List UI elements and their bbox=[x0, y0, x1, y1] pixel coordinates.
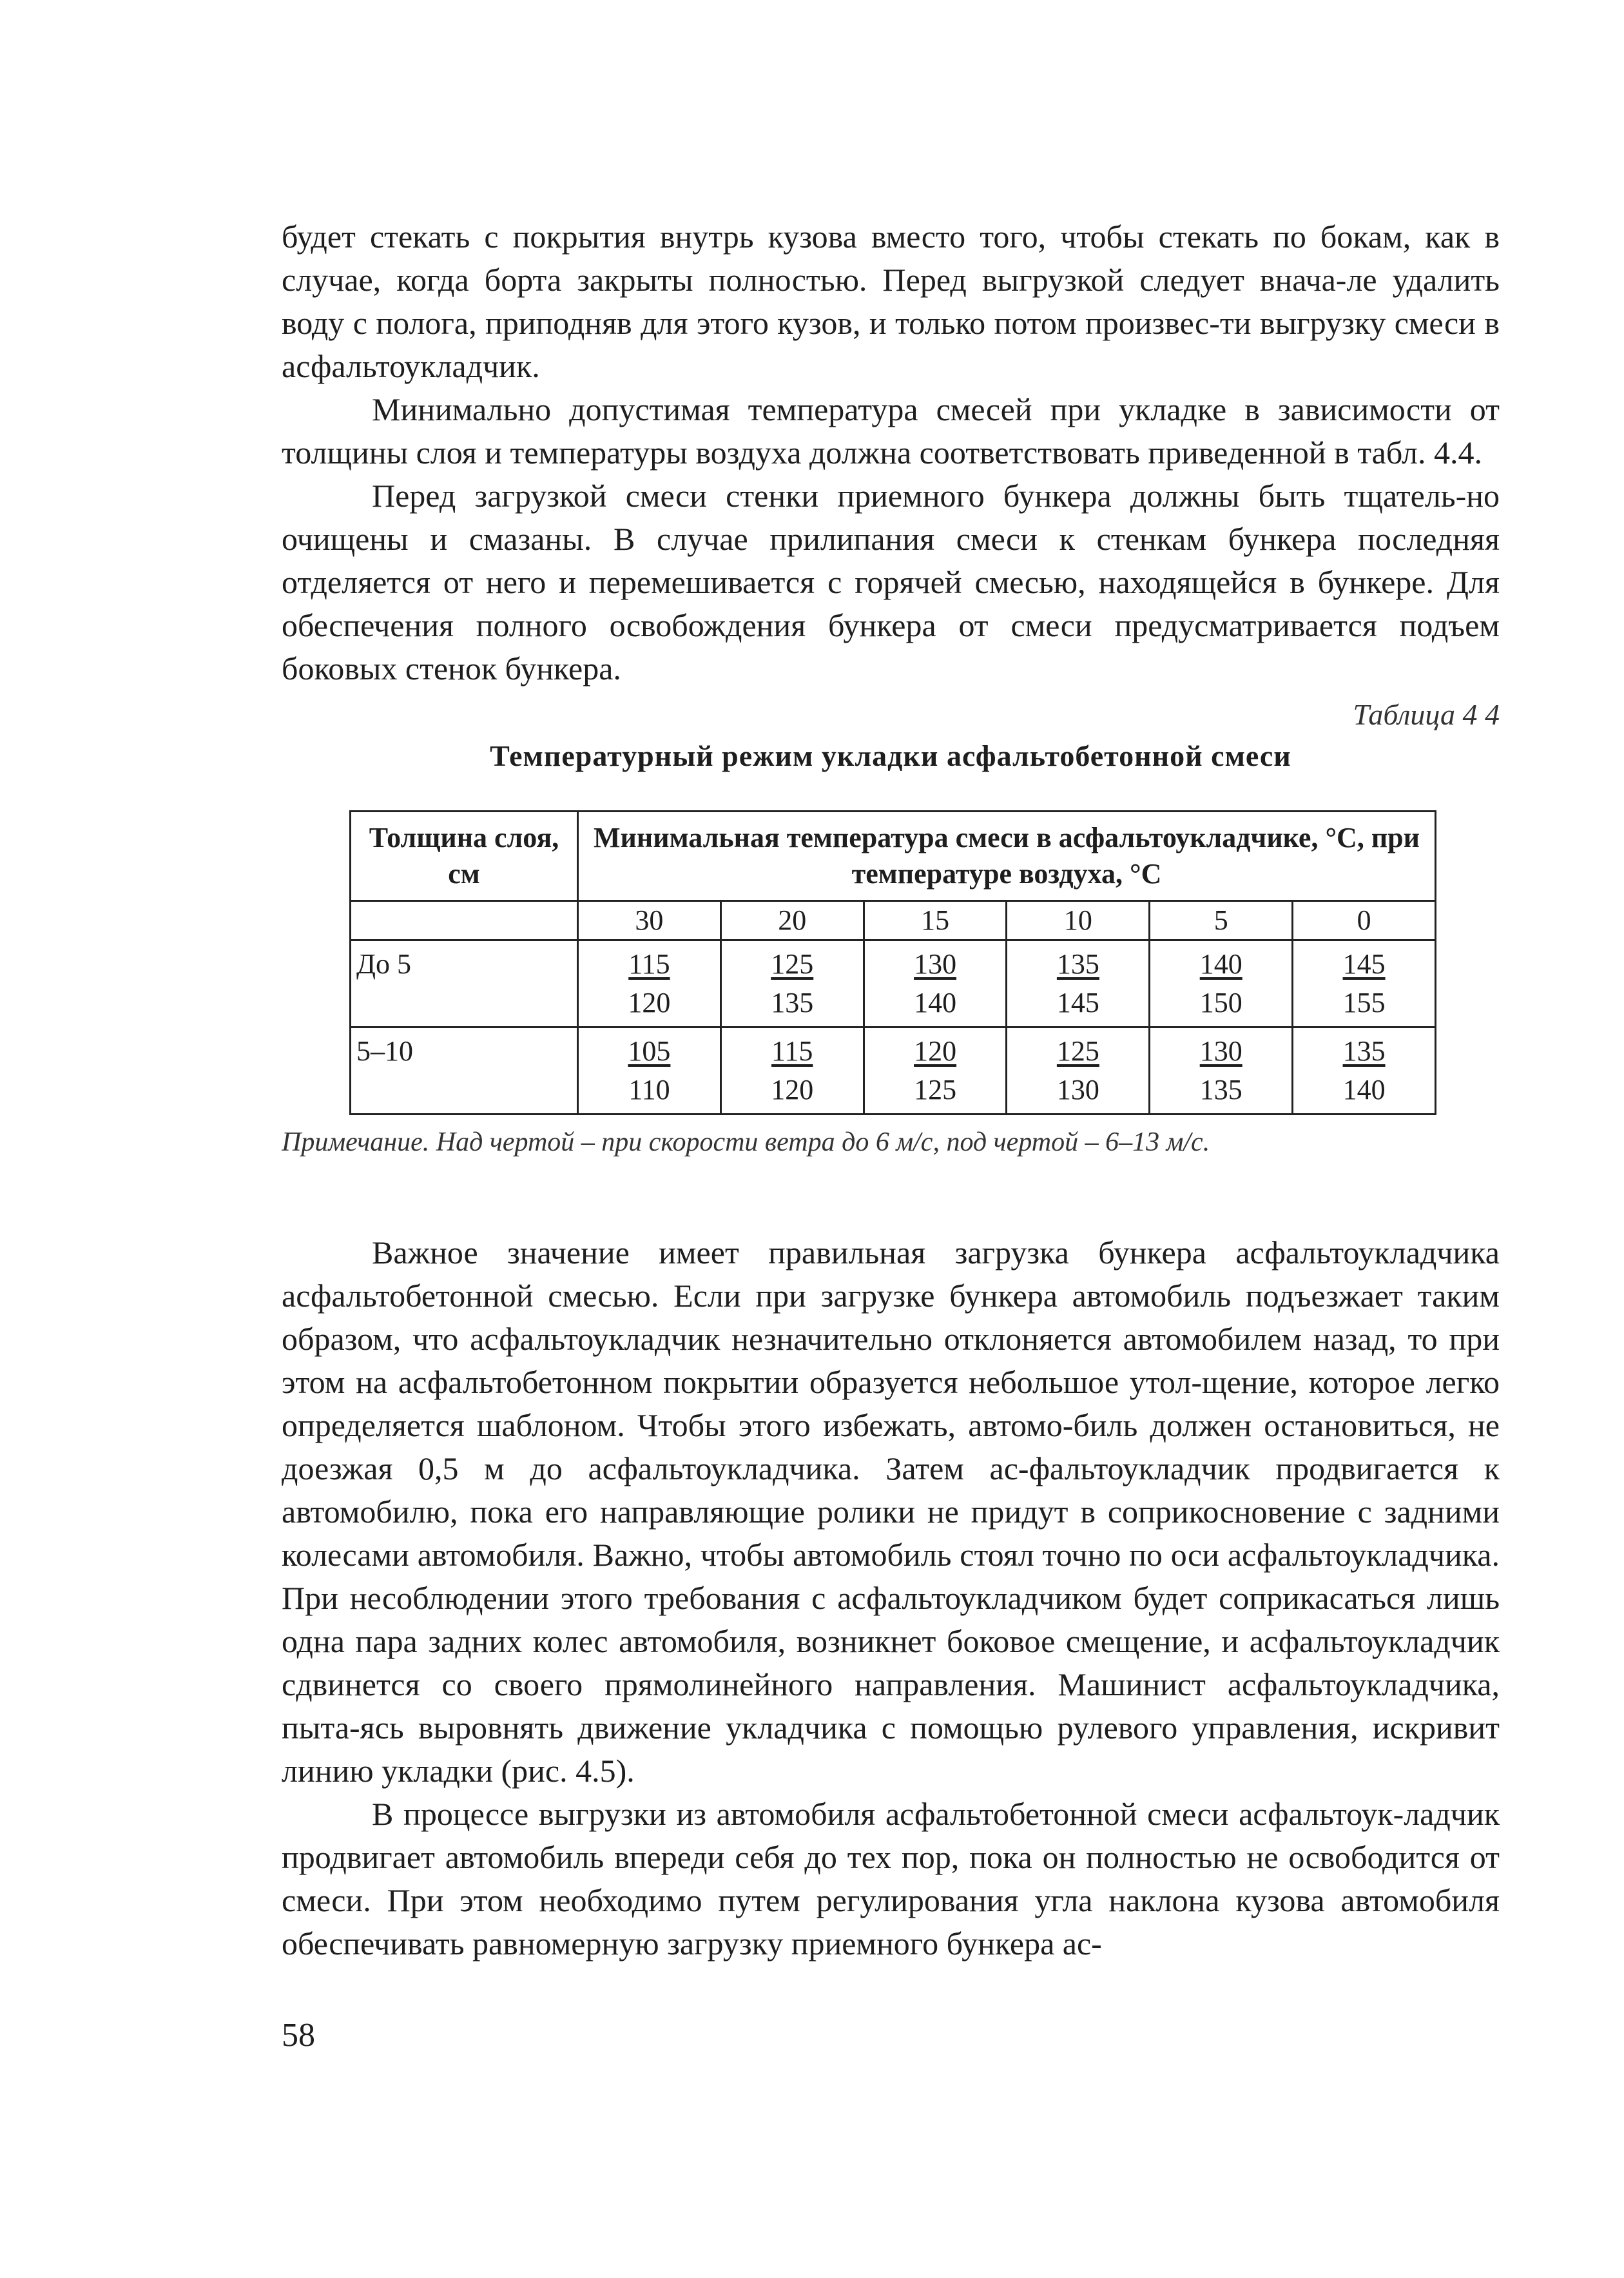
temperature-cell bbox=[864, 940, 1007, 1027]
value-over-line: 135 bbox=[1056, 948, 1099, 980]
value-over-line: 125 bbox=[771, 948, 814, 980]
temperature-cell bbox=[1150, 940, 1293, 1027]
page-number: 58 bbox=[282, 2017, 315, 2054]
temperature-cell bbox=[1293, 940, 1436, 1027]
paragraph-hopper-cleaning: Перед загрузкой смеси стенки приемного бункера должны быть тщатель-но очищены и смазаны. В случае прилипания смеси к стенкам бункера последняя отделяется от него и перемешивается с горячей смесью, находящейся в бункере. Для обеспечения полного освобождения бункера от смеси предусматривается подъем боковых стенок бункера. bbox=[282, 478, 1500, 686]
header-min-temperature: Минимальная температура смеси в асфальтоукладчике, °С, при температуре воздуха, °С bbox=[578, 812, 1436, 901]
air-temp-cell: 30 bbox=[578, 901, 721, 940]
layer-thickness-cell: 5–10 bbox=[351, 1027, 578, 1115]
table-row bbox=[351, 1027, 1436, 1115]
table-row bbox=[351, 940, 1436, 1027]
air-temp-cell: 0 bbox=[1293, 901, 1436, 940]
value-over-line: 130 bbox=[914, 948, 957, 980]
value-under-line: 145 bbox=[1056, 987, 1099, 1018]
paragraph-hopper-loading: Важное значение имеет правильная загрузка бункера асфальтоукладчика асфальтобетонной смесью. Если при загрузке бункера автомобиль подъезжает таким образом, что асфальтоукладчик незначительно отклоняется автомобилем назад, то при этом на асфальтобетонном покрытии образуется небольшое утол-щение, которое легко определяется шаблоном. Чтобы этого избежать, автомо-биль должен остановиться, не доезжая 0,5 м до асфальтоукладчика. Затем ас-фальтоукладчик продвигается к автомобилю, пока его направляющие ролики не придут в соприкосновение с задними колесами автомобиля. Важно, чтобы автомобиль стоял точно по оси асфальтоукладчика. При несоблюдении этого требования с асфальтоукладчиком будет соприкасаться лишь одна пара задних колес автомобиля, возникнет боковое смещение, и асфальтоукладчик сдвинется со своего прямолинейного направления. Машинист асфальтоукладчика, пыта-ясь выровнять движение укладчика с помощью рулевого управления, искривит линию укладки (рис. 4.5). bbox=[282, 1234, 1500, 1789]
air-temp-cell: 10 bbox=[1007, 901, 1150, 940]
value-under-line: 125 bbox=[914, 1074, 957, 1105]
layer-thickness-cell: До 5 bbox=[351, 940, 578, 1027]
value-over-line: 115 bbox=[628, 948, 670, 980]
paragraph-continuation: будет стекать с покрытия внутрь кузова вместо того, чтобы стекать по бокам, как в случае, когда борта закрыты полностью. Перед выгрузкой следует внача-ле удалить воду с полога, приподняв для этого кузов, и только потом произвес-ти выгрузку смеси в асфальтоукладчик. bbox=[282, 219, 1500, 384]
paragraph-unloading-process: В процессе выгрузки из автомобиля асфальтобетонной смеси асфальтоук-ладчик продвигает автомобиль впереди себя до тех пор, пока он полностью не освободится от смеси. При этом необходимо путем регулирования угла наклона кузова автомобиля обеспечивать равномерную загрузку приемного бункера ас- bbox=[282, 1796, 1500, 1962]
value-under-line: 135 bbox=[771, 987, 814, 1018]
value-under-line: 140 bbox=[914, 987, 957, 1018]
temperature-table bbox=[349, 810, 1436, 1115]
value-under-line: 135 bbox=[1199, 1074, 1242, 1105]
temperature-cell bbox=[1007, 940, 1150, 1027]
value-under-line: 120 bbox=[771, 1074, 814, 1105]
air-temp-cell: 20 bbox=[720, 901, 864, 940]
value-under-line: 120 bbox=[628, 987, 671, 1018]
value-over-line: 145 bbox=[1342, 948, 1386, 980]
temperature-cell bbox=[1150, 1027, 1293, 1115]
temperature-cell bbox=[864, 1027, 1007, 1115]
paragraph-min-temperature: Минимально допустимая температура смесей при укладке в зависимости от толщины слоя и температуры воздуха должна соответствовать приведенной в табл. 4.4. bbox=[282, 391, 1500, 471]
header-layer-thickness: Толщина слоя, см bbox=[351, 812, 578, 901]
section-gap bbox=[282, 1160, 1500, 1231]
value-over-line: 140 bbox=[1199, 948, 1242, 980]
table-number: Таблица 4 4 bbox=[1353, 698, 1500, 731]
air-temp-blank-cell bbox=[351, 901, 578, 940]
page-content bbox=[282, 215, 1500, 1965]
value-under-line: 130 bbox=[1056, 1074, 1099, 1105]
temperature-cell bbox=[1293, 1027, 1436, 1115]
value-under-line: 140 bbox=[1342, 1074, 1386, 1105]
table-title: Температурный режим укладки асфальтобетонной смеси bbox=[490, 739, 1291, 772]
temperature-cell bbox=[720, 1027, 864, 1115]
value-over-line: 115 bbox=[771, 1035, 813, 1067]
table-note: Примечание. Над чертой – при скорости ветра до 6 м/с, под чертой – 6–13 м/с. bbox=[282, 1127, 1210, 1157]
value-under-line: 150 bbox=[1199, 987, 1242, 1018]
value-over-line: 120 bbox=[914, 1035, 957, 1067]
value-under-line: 110 bbox=[628, 1074, 670, 1105]
value-under-line: 155 bbox=[1342, 987, 1386, 1018]
value-over-line: 130 bbox=[1199, 1035, 1242, 1067]
value-over-line: 125 bbox=[1056, 1035, 1099, 1067]
air-temp-cell: 5 bbox=[1150, 901, 1293, 940]
table-header-row bbox=[351, 812, 1436, 901]
temperature-cell bbox=[1007, 1027, 1150, 1115]
temperature-cell bbox=[578, 1027, 721, 1115]
temperature-cell bbox=[720, 940, 864, 1027]
value-over-line: 105 bbox=[628, 1035, 671, 1067]
air-temp-cell: 15 bbox=[864, 901, 1007, 940]
temperature-cell bbox=[578, 940, 721, 1027]
value-over-line: 135 bbox=[1342, 1035, 1386, 1067]
air-temperature-row bbox=[351, 901, 1436, 940]
